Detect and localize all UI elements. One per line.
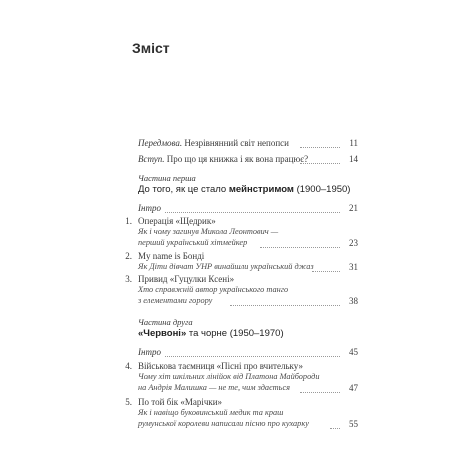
chapter-title[interactable]: Привид «Гуцулки Ксені» — [138, 274, 235, 284]
part-intro[interactable]: Інтро — [138, 203, 161, 213]
chapter-subtitle: Хто справжній автор українського танго — [138, 285, 289, 294]
chapter-title[interactable]: Військова таємниця «Пісні про вчительку» — [138, 361, 304, 371]
dot-leader — [300, 163, 340, 164]
dot-leader — [312, 271, 340, 272]
part-label: Частина друга — [138, 317, 193, 327]
chapter-subtitle: Як і чому загинув Микола Леонтович — — [138, 227, 279, 236]
chapter-subtitle: з елементами горору — [138, 296, 213, 305]
page-number: 38 — [349, 296, 358, 306]
page-number: 45 — [349, 347, 358, 357]
page-number: 11 — [349, 138, 358, 148]
chapter-number: 2. — [125, 251, 132, 261]
part-heading[interactable]: До того, як це стало мейнстримом (1900–1950) — [138, 184, 351, 195]
page-number: 21 — [349, 203, 358, 213]
chapter-subtitle: Як і навіщо буковинський медик та краш — [138, 408, 284, 417]
page-number: 31 — [349, 262, 358, 272]
preface-title: Незрівнянний світ непопси — [182, 138, 289, 148]
chapter-title[interactable]: По той бік «Марічки» — [138, 397, 223, 407]
chapter-subtitle: Як Діти дівчат УНР винайшли український джаз — [138, 262, 314, 271]
preface-label: Передмова. — [138, 138, 183, 148]
dot-leader — [260, 247, 340, 248]
page-number: 47 — [349, 383, 358, 393]
page-title: Зміст — [132, 40, 170, 56]
chapter-subtitle: на Андрія Малишка — не те, чим здається — [138, 383, 290, 392]
intro-entry[interactable] — [138, 154, 308, 164]
page-number: 14 — [349, 154, 358, 164]
chapter-number: 5. — [125, 397, 132, 407]
page-number: 55 — [349, 419, 358, 429]
dot-leader — [165, 356, 340, 357]
part-intro[interactable]: Інтро — [138, 347, 161, 357]
dot-leader — [230, 305, 340, 306]
chapter-title[interactable]: My name is Бонді — [138, 251, 205, 261]
chapter-number: 1. — [125, 216, 132, 226]
chapter-number: 3. — [125, 274, 132, 284]
dot-leader — [165, 212, 340, 213]
intro-label: Вступ. — [138, 154, 165, 164]
dot-leader — [300, 392, 340, 393]
intro-title: Про що ця книжка і як вона працює? — [164, 154, 309, 164]
page-number: 23 — [349, 238, 358, 248]
chapter-number: 4. — [125, 361, 132, 371]
chapter-title[interactable]: Операція «Щедрик» — [138, 216, 216, 226]
chapter-subtitle: перший український хітмейкер — [138, 238, 248, 247]
dot-leader — [300, 147, 340, 148]
part-label: Частина перша — [138, 173, 196, 183]
chapter-subtitle: Чому хіт шкільних лінійок від Платона Майбороди — [138, 372, 320, 381]
part-heading[interactable]: «Червоні» та чорне (1950–1970) — [138, 328, 284, 339]
chapter-subtitle: румунської королеви написали пісню про кухарку — [138, 419, 309, 428]
preface-entry[interactable] — [138, 138, 289, 148]
dot-leader — [330, 428, 340, 429]
